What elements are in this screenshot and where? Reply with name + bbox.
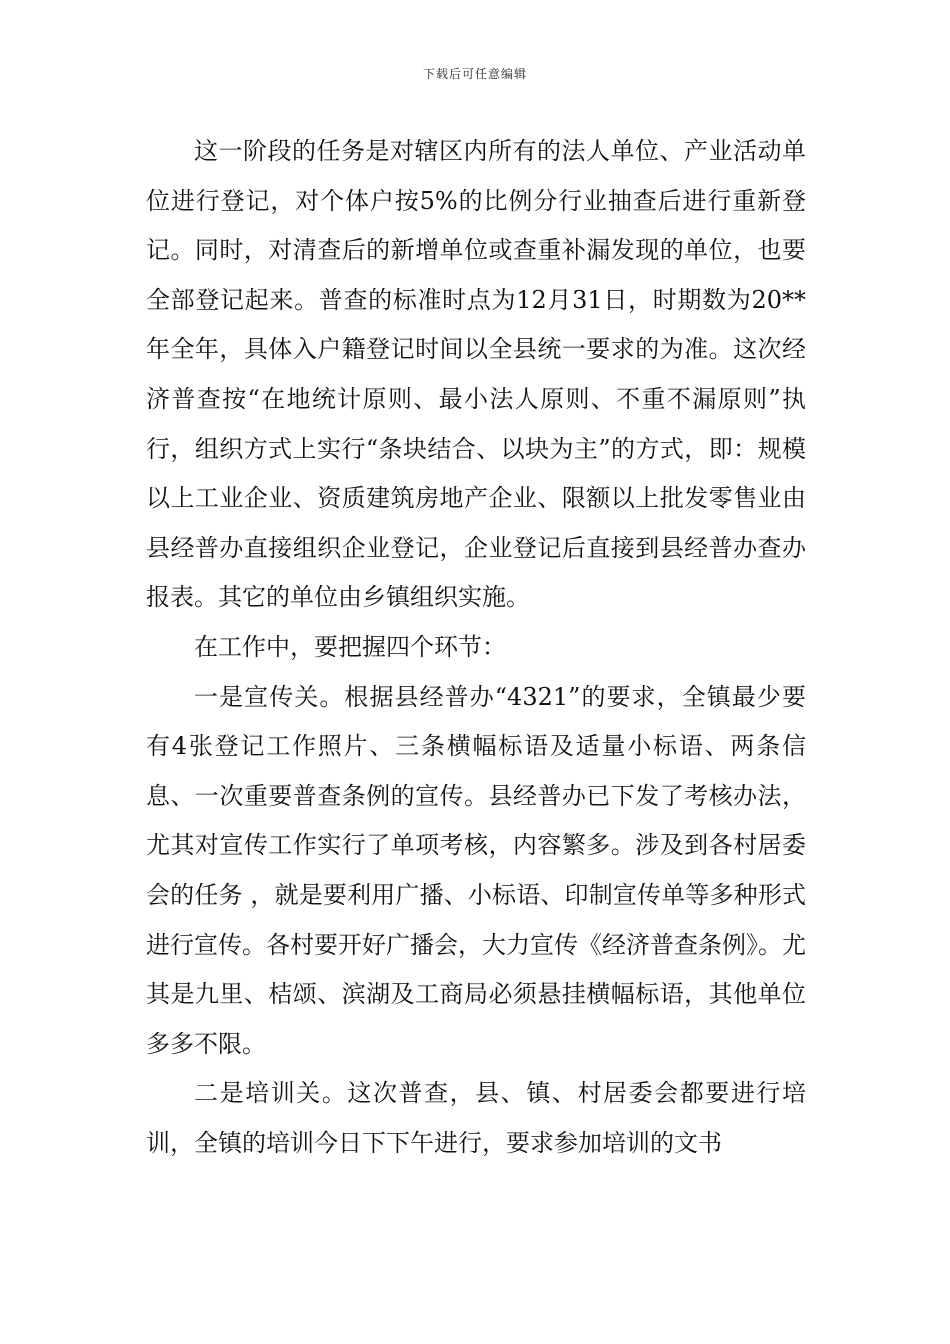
paragraph-registration-task: 这一阶段的任务是对辖区内所有的法人单位、产业活动单位进行登记，对个体户按5%的比例分行业抽查后进行重新登记。同时，对清查后的新增单位或查重补漏发现的单位，也要全部登记起来。普查的标准时点为12月31日，时期数为20**年全年，具体入户籍登记时间以全县统一要求的为准。这次经济普查按“在地统计原则、最小法人原则、不重不漏原则”执行，组织方式上实行“条块结合、以块为主”的方式，即：规模以上工业企业、资质建筑房地产企业、限额以上批发零售业由县经普办直接组织企业登记，企业登记后直接到县经普办查办报表。其它的单位由乡镇组织实施。	[146, 137, 806, 612]
page-header: 下载后可任意编辑	[422, 67, 527, 81]
document-body	[146, 127, 806, 1168]
paragraph-training: 二是培训关。这次普查，县、镇、村居委会都要进行培训，全镇的培训今日下下午进行，要求参加培训的文书	[146, 1079, 806, 1157]
paragraph-publicity: 一是宣传关。根据县经普办“4321”的要求，全镇最少要有4张登记工作照片、三条横幅标语及适量小标语、两条信息、一次重要普查条例的宣传。县经普办已下发了考核办法，尤其对宣传工作实行了单项考核，内容繁多。涉及到各村居委会的任务 ，就是要利用广播、小标语、印制宣传单等多种形式进行宣传。各村要开好广播会，大力宣传《经济普查条例》。尤其是九里、桔颂、滨湖及工商局必须悬挂横幅标语，其他单位多多不限。	[146, 682, 806, 1058]
paragraph-four-links: 在工作中，要把握四个环节：	[194, 632, 506, 661]
